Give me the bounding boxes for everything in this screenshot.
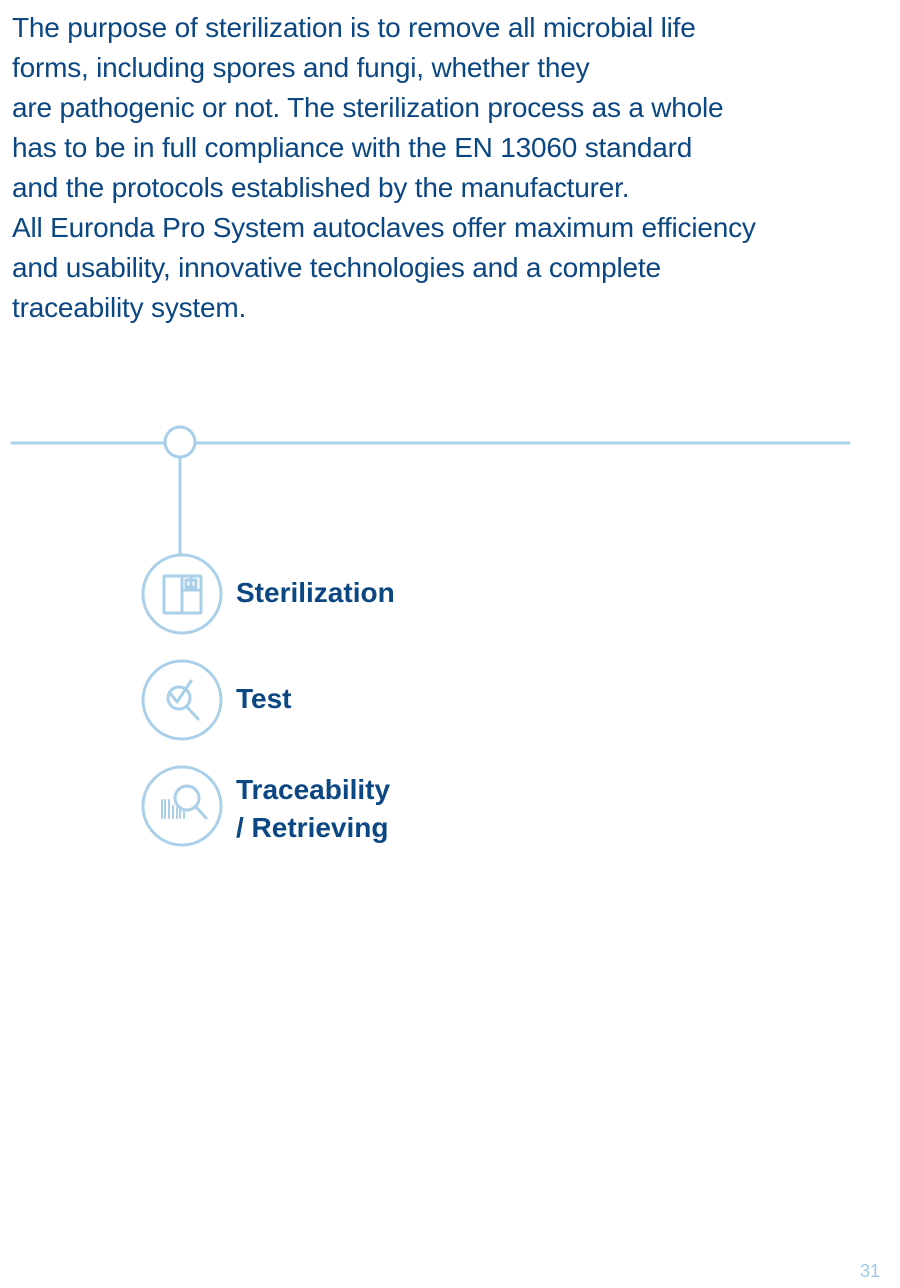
step-label-sterilization (236, 574, 395, 612)
intro-line: has to be in full compliance with the EN 13060 standard (12, 132, 693, 163)
intro-paragraph (12, 8, 872, 328)
intro-line: forms, including spores and fungi, whether they (12, 52, 590, 83)
step-label-line: Sterilization (236, 577, 395, 608)
sterilization-pouch-icon (143, 555, 221, 633)
intro-line: and the protocols established by the manufacturer. (12, 172, 630, 203)
step-label-test (236, 680, 292, 718)
step-label-line: Test (236, 683, 292, 714)
step-label-traceability (236, 771, 390, 847)
intro-line: The purpose of sterilization is to remove all microbial life (12, 12, 696, 43)
intro-line: are pathogenic or not. The sterilization process as a whole (12, 92, 724, 123)
intro-line: and usability, innovative technologies and a complete (12, 252, 661, 283)
step-label-line: / Retrieving (236, 812, 389, 843)
timeline-node (165, 427, 195, 457)
page-number: 31 (859, 1261, 880, 1281)
intro-line: All Euronda Pro System autoclaves offer maximum efficiency (12, 212, 756, 243)
barcode-magnifier-icon (143, 767, 221, 845)
step-label-line: Traceability (236, 774, 391, 805)
intro-line: traceability system. (12, 292, 247, 323)
test-check-magnifier-icon (143, 661, 221, 739)
